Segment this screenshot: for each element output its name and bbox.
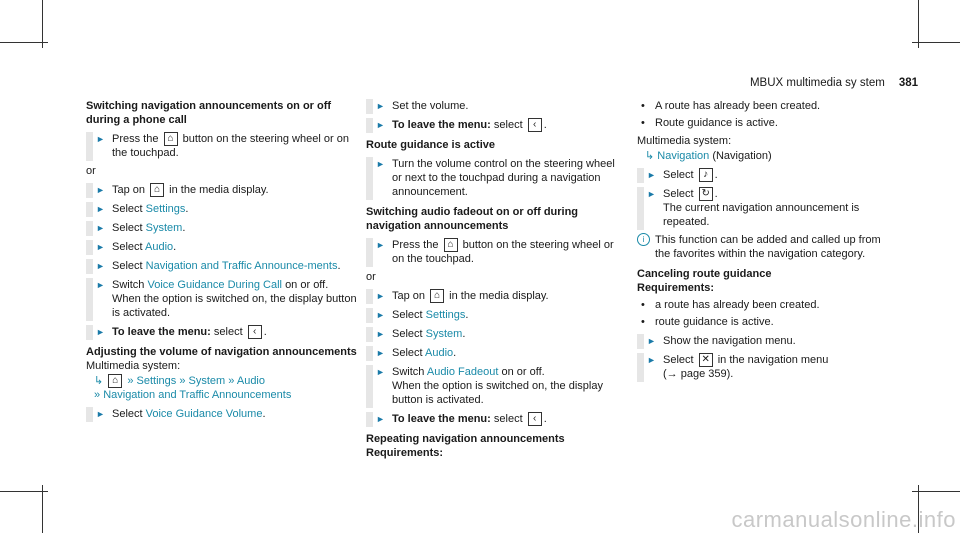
crop-mark [912,491,960,492]
or-text: or [86,165,96,178]
column-3 [637,99,897,381]
step-arrow-icon: ► [376,329,385,340]
step-arrow-icon: ► [376,120,385,130]
menu-path: ↳ Navigation (Navigation) [645,150,772,162]
multimedia-system-label: Multimedia system: [86,360,181,373]
step-arrow-icon: ► [376,291,385,302]
home-icon: ⌂ [150,183,164,197]
step: ► To leave the menu: select ‹ . [86,325,358,339]
step-arrow-icon: ► [376,367,385,378]
step: ► Select System. [366,327,626,341]
step-arrow-icon: ► [96,204,105,215]
step: ► Tap on ⌂ in the media display. [86,183,358,197]
multimedia-system-label: Multimedia system: [637,135,732,147]
step-arrow-icon: ► [96,409,105,420]
crop-mark [912,42,960,43]
step-arrow-icon: ► [376,310,385,321]
info-icon: i [637,233,650,246]
header-title: MBUX multimedia sy stem [749,77,885,89]
step-arrow-icon: ► [96,185,105,196]
requirements-label: Requirements: [366,447,444,460]
watermark: carmanualsonline.info [731,507,956,532]
back-chevron-icon: ‹ [528,412,542,426]
or-text: or [366,271,376,284]
step: ► To leave the menu: select ‹ . [366,118,626,132]
back-chevron-icon: ‹ [528,118,542,132]
step: ► Select Voice Guidance Volume. [86,407,358,421]
list-item: • Route guidance is active. [637,116,897,130]
step-arrow-icon: ► [376,159,385,170]
step: ► Turn the volume control on the steering wheel or next to the touchpad during a navigation announcement. [366,157,626,199]
heading: Adjusting the volume of navigation announcements [86,346,357,359]
crop-mark [918,0,919,48]
step: ► Switch Voice Guidance During Call on or off. When the option is switched on, the display button is activated. [86,278,358,320]
back-chevron-icon: ‹ [248,325,262,339]
step: ► Select Audio. [366,346,626,360]
step-arrow-icon: ► [96,327,105,338]
step: ► Switch Audio Fadeout on or off. When the option is switched on, the display button is activated. [366,365,626,407]
crop-mark [42,485,43,533]
step: ► Select Audio. [86,240,358,254]
home-icon: ⌂ [444,238,458,252]
step: ► Select ✕ in the navigation menu (→ page 359). [637,353,897,381]
step-arrow-icon: ► [647,336,656,347]
home-icon: ⌂ [430,289,444,303]
step-arrow-icon: ► [376,348,385,359]
info-note: i This function can be added and called up from the favorites within the navigation category. [637,233,897,261]
step: ► To leave the menu: select ‹ . [366,412,626,426]
list-item: • A route has already been created. [637,99,897,113]
step-arrow-icon: ► [376,414,385,425]
list-item: • a route has already been created. [637,298,897,312]
step-arrow-icon: ► [647,355,656,366]
step: ► Select ↻ . The current navigation announcement is repeated. [637,187,897,229]
step-arrow-icon: ► [96,242,105,253]
repeat-icon: ↻ [699,187,713,201]
step-arrow-icon: ► [96,223,105,234]
page-number: 381 [898,77,918,89]
heading: Switching navigation announcements on or off during a phone call [86,100,332,126]
step-arrow-icon: ► [96,134,105,144]
step: ► Select Settings. [86,202,358,216]
step-arrow-icon: ► [96,280,105,291]
heading: Route guidance is active [366,139,495,152]
crop-mark [42,0,43,48]
step-arrow-icon: ► [376,101,385,111]
heading: Switching audio fadeout on or off during navigation announcements [366,206,579,233]
home-icon: ⌂ [164,132,178,146]
step: ► Select System. [86,221,358,235]
page-header [750,77,918,89]
step: ► Set the volume. [366,99,626,113]
step: ► Press the ⌂ button on the steering wheel or on the touchpad. [366,238,626,266]
home-icon: ⌂ [108,374,122,388]
column-1 [86,99,358,421]
step-arrow-icon: ► [647,189,656,200]
step: ► Select Navigation and Traffic Announce-ments. [86,259,358,273]
heading: Canceling route guidance [637,268,772,281]
column-2 [366,99,626,460]
list-item: • route guidance is active. [637,315,897,329]
step: ► Select ♪ . [637,168,897,182]
step: ► Tap on ⌂ in the media display. [366,289,626,303]
cancel-route-icon: ✕ [699,353,713,367]
crop-mark [0,42,48,43]
step-arrow-icon: ► [647,170,656,180]
step: ► Press the ⌂ button on the steering wheel or on the touchpad. [86,132,358,160]
step: ► Show the navigation menu. [637,334,897,348]
step-arrow-icon: ► [96,261,105,272]
requirements-label: Requirements: [637,282,715,295]
heading: Repeating navigation announcements [366,433,565,446]
crop-mark [0,491,48,492]
menu-path: ↳ ⌂ » Settings » System » Audio » Navigation and Traffic Announcements [94,375,292,402]
step-arrow-icon: ► [376,240,385,251]
voice-icon: ♪ [699,168,713,182]
step: ► Select Settings. [366,308,626,322]
